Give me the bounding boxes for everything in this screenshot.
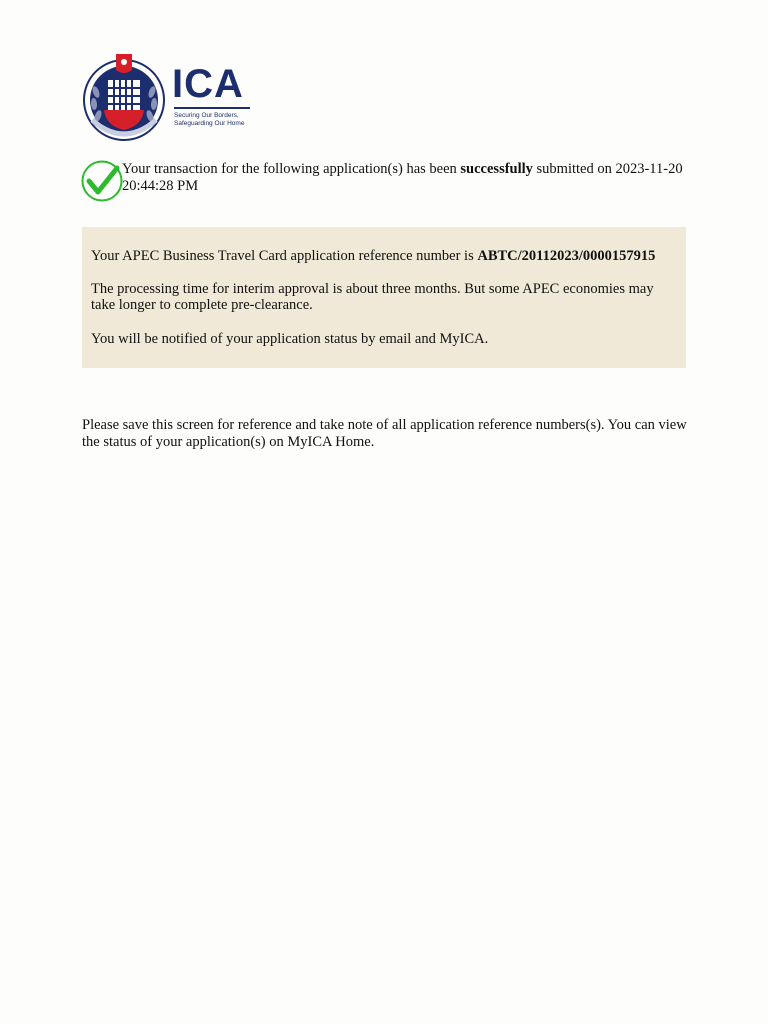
save-screen-note: Please save this screen for reference and take note of all application reference numbers(s). You can view the status of your application(s) on MyICA Home. (82, 417, 687, 450)
success-emphasis: successfully (460, 161, 533, 177)
ica-logo (80, 50, 280, 145)
ica-wordmark: ICA (172, 62, 244, 106)
processing-time-text: The processing time for interim approval is about three months. But some APEC economies may take longer to complete pre-clearance. (91, 280, 654, 313)
success-check-icon (80, 159, 124, 203)
wordmark-divider (174, 107, 250, 109)
notification-text: You will be notified of your application status by email and MyICA. (91, 330, 489, 347)
success-message: Your transaction for the following application(s) has been successfully submitted on 2023-11-20 20:44:28 PM (122, 161, 683, 194)
reference-line: Your APEC Business Travel Card application reference number is ABTC/20112023/0000157915 (91, 248, 656, 264)
ica-crest-icon (82, 50, 166, 142)
reference-number: ABTC/20112023/0000157915 (477, 248, 656, 264)
ica-tagline: Securing Our Borders, Safeguarding Our Home (174, 112, 245, 127)
application-notice (82, 227, 686, 368)
